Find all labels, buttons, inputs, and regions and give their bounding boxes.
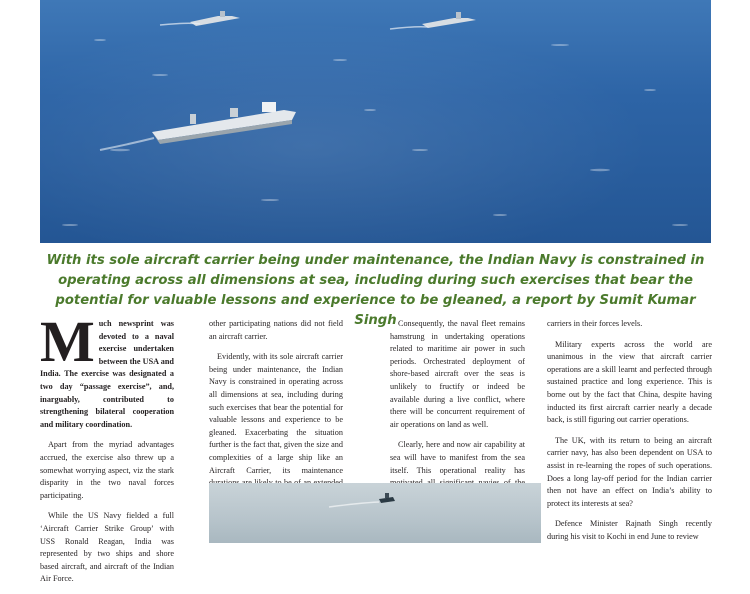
article-column-2 xyxy=(209,318,343,510)
inline-photo xyxy=(209,483,541,543)
warship-1 xyxy=(160,11,240,26)
lead-paragraph: Much newsprint was devoted to a naval exercise undertaken between the USA and India. The exercise was designated a two day “passage exercise”, and, inarguably, contributed to strengthening bilateral cooperation and military coordination. xyxy=(40,309,174,429)
paragraph: Apart from the myriad advantages accrued, the exercise also threw up a somewhat worrying aspect, viz the stark disparity in the two naval forces participating. xyxy=(40,440,174,500)
article-column-3 xyxy=(390,318,525,510)
article-column-1 xyxy=(40,309,174,594)
paragraph: While the US Navy fielded a full ‘Aircraft Carrier Strike Group’ with USS Ronald Reagan, India was represented by two ships and shore based aircraft, and aircraft of the Indian Air Force. xyxy=(40,511,174,584)
warships-at-sea-photo xyxy=(40,0,711,243)
paragraph: Military experts across the world are unanimous in the view that aircraft carrier operations are a skill learnt and perfected through sustained practice and long experience. This is borne out by the fact that China, despite having inducted its first aircraft carrier nearly a decade back, is still figuring out carrier operations. xyxy=(547,339,712,425)
replenishment-ship xyxy=(100,102,296,150)
paragraph: Clearly, here and now air capability at sea will have to manifest from the sea itself. This operational reality has xyxy=(390,440,525,475)
paragraph: The UK, with its return to being an aircraft carrier navy, has also been dependent on USA to assist in re-learning the ropes of such operations. Does a long lay-off period for the Indian carrier then not have an effect on India’s ability to protect its interests at sea? xyxy=(547,435,712,508)
paragraph: other participating nations did not field an aircraft carrier. xyxy=(209,319,343,341)
drop-cap: M xyxy=(40,309,95,374)
hero-photo xyxy=(40,0,711,243)
paragraph: carriers in their forces levels. xyxy=(547,319,643,328)
paragraph: Evidently, with its sole aircraft carrier being under maintenance, the Indian Navy is constrained in operating across all dimensions at sea, including during such exercises that bear the potential for valuable lessons and experience to be gleaned. Exacerbating the situation further is the fact that, given the size and complexities of a large ship like an Aircraft Carrier, its maintenance xyxy=(209,352,343,475)
warship-2 xyxy=(390,12,476,29)
article-subhead: With its sole aircraft carrier being under maintenance, the Indian Navy is constrained in operating across all dimensions at sea, including during such exercises that bear the potential for valuable lessons and experience to be gleaned, a report by Sumit Kumar Singh xyxy=(46,253,705,328)
paragraph: Defence Minister Rajnath Singh recently during his visit to Kochi in end June to review xyxy=(547,519,712,541)
paragraph: Consequently, the naval fleet remains hamstrung in undertaking operations related to maritime air power in such periods. Orchestrated deployment of shore-based aircraft over the seas is unlikely to fructify or indeed be available during a live conflict, where there will be concurrent requirement of air operations on land as well. xyxy=(390,319,525,429)
boat-at-sea-photo xyxy=(209,483,541,543)
article-column-4 xyxy=(547,318,712,552)
